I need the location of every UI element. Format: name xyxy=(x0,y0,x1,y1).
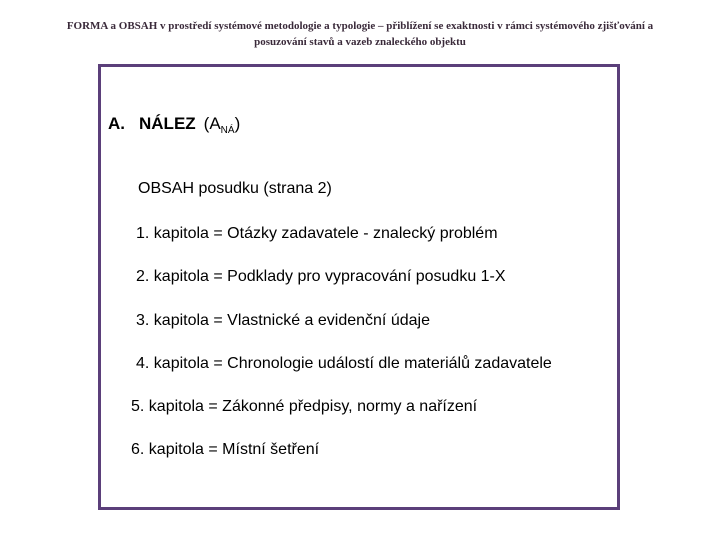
notation-close: ) xyxy=(234,114,241,133)
notation-subscript: NÁ xyxy=(220,125,235,136)
notation-open: (A xyxy=(203,114,221,133)
chapter-item-6: 6. kapitola = Místní šetření xyxy=(131,441,320,458)
section-heading xyxy=(108,114,240,136)
chapter-item-2: 2. kapitola = Podklady pro vypracování posudku 1-X xyxy=(136,268,506,285)
header-line-1: FORMA a OBSAH v prostředí systémové metodologie a typologie – přiblížení se exaktnosti v rámci systémového zjišťování a xyxy=(66,20,654,32)
contents-intro: OBSAH posudku (strana 2) xyxy=(138,180,332,197)
header-line-2: posuzování stavů a vazeb znaleckého objektu xyxy=(254,36,466,48)
chapter-item-4: 4. kapitola = Chronologie událostí dle materiálů zadavatele xyxy=(136,355,552,372)
chapter-item-3: 3. kapitola = Vlastnické a evidenční údaje xyxy=(136,312,430,329)
section-letter: A. xyxy=(108,114,125,133)
chapter-item-1: 1. kapitola = Otázky zadavatele - znalecký problém xyxy=(136,225,498,242)
section-notation xyxy=(203,114,241,136)
document-header xyxy=(20,18,700,50)
chapter-item-5: 5. kapitola = Zákonné předpisy, normy a nařízení xyxy=(131,398,478,415)
section-title: NÁLEZ xyxy=(139,114,196,133)
